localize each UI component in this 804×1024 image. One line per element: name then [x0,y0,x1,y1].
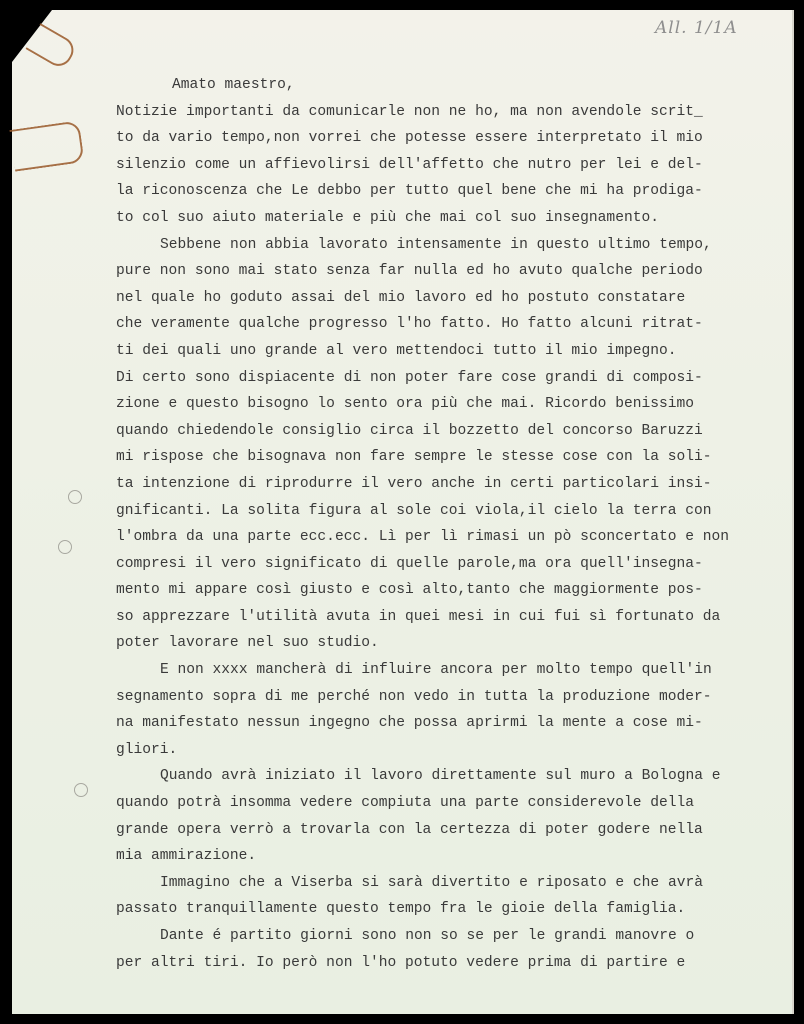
letter-line: poter lavorare nel suo studio. [116,635,379,652]
letter-line: silenzio come un affievolirsi dell'affetto che nutro per lei e del- [116,156,703,173]
letter-line: E non xxxx mancherà di influire ancora per molto tempo quell'in [160,662,712,679]
pencil-mark [74,783,88,797]
letter-line: so apprezzare l'utilità avuta in quei mesi in cui fui sì fortunato da [116,608,721,625]
letter-line: ti dei quali uno grande al vero mettendoci tutto il mio impegno. [116,342,677,359]
letter-line: Immagino che a Viserba si sarà divertito e riposato e che avrà [160,874,703,891]
letter-line: Notizie importanti da comunicarle non ne ho, ma non avendole scrit_ [116,103,703,120]
letter-line: Dante é partito giorni sono non so se per le grandi manovre o [160,928,695,944]
pencil-mark [58,540,72,554]
letter-line: gliori. [116,741,178,758]
letter-line: mento mi appare così giusto e così alto,tanto che maggiormente pos- [116,582,703,599]
page-edge [792,10,794,1014]
letter-line: che veramente qualche progresso l'ho fatto. Ho fatto alcuni ritrat- [116,316,703,333]
letter-line: quando potrà insomma vedere compiuta una parte considerevole della [116,795,695,812]
letter-line: l'ombra da una parte ecc.ecc. Lì per lì rimasi un pò sconcertato e non [116,529,730,546]
letter-line: grande opera verrò a trovarla con la certezza di poter godere nella [116,821,703,838]
letter-greeting: Amato maestro, [172,77,295,93]
letter-line: Sebbene non abbia lavorato intensamente in questo ultimo tempo, [160,236,712,253]
letter-lines [116,99,776,977]
letter-line: ta intenzione di riprodurre il vero anche in certi particolari insi- [116,475,712,492]
letter-line: segnamento sopra di me perché non vedo in tutta la produzione moder- [116,688,712,705]
letter-line: Di certo sono dispiacente di non poter fare cose grandi di composi- [116,369,703,386]
letter-line: pure non sono mai stato senza far nulla ed ho avuto qualche periodo [116,263,703,280]
letter-line: per altri tiri. Io però non l'ho potuto vedere prima di partire e [116,954,686,971]
letter-line: quando chiedendole consiglio circa il bozzetto del concorso Baruzzi [116,422,703,439]
letter-line: mia ammirazione. [116,848,257,865]
letter-line: la riconoscenza che Le debbo per tutto quel bene che mi ha prodiga- [116,183,703,200]
letter-body [116,72,776,976]
letter-line: to da vario tempo,non vorrei che potesse essere interpretato il mio [116,130,703,147]
letter-line: to col suo aiuto materiale e più che mai col suo insegnamento. [116,209,659,226]
letter-line: nel quale ho goduto assai del mio lavoro ed ho postuto constatare [116,289,686,306]
letter-line: gnificanti. La solita figura al sole coi viola,il cielo la terra con [116,502,712,519]
pencil-mark [68,490,82,504]
letter-line: zione e questo bisogno lo sento ora più che mai. Ricordo benissimo [116,396,695,413]
archive-reference: All. 1/1A [655,18,738,38]
letter-line: mi rispose che bisognava non fare sempre le stesse cose con la soli- [116,449,712,466]
letter-line: compresi il vero significato di quelle parole,ma ora quell'insegna- [116,555,703,572]
letter-line: Quando avrà iniziato il lavoro direttamente sul muro a Bologna e [160,768,721,785]
letter-line: na manifestato nessun ingegno che possa aprirmi la mente a cose mi- [116,715,703,732]
letter-line: passato tranquillamente questo tempo fra le gioie della famiglia. [116,901,686,918]
